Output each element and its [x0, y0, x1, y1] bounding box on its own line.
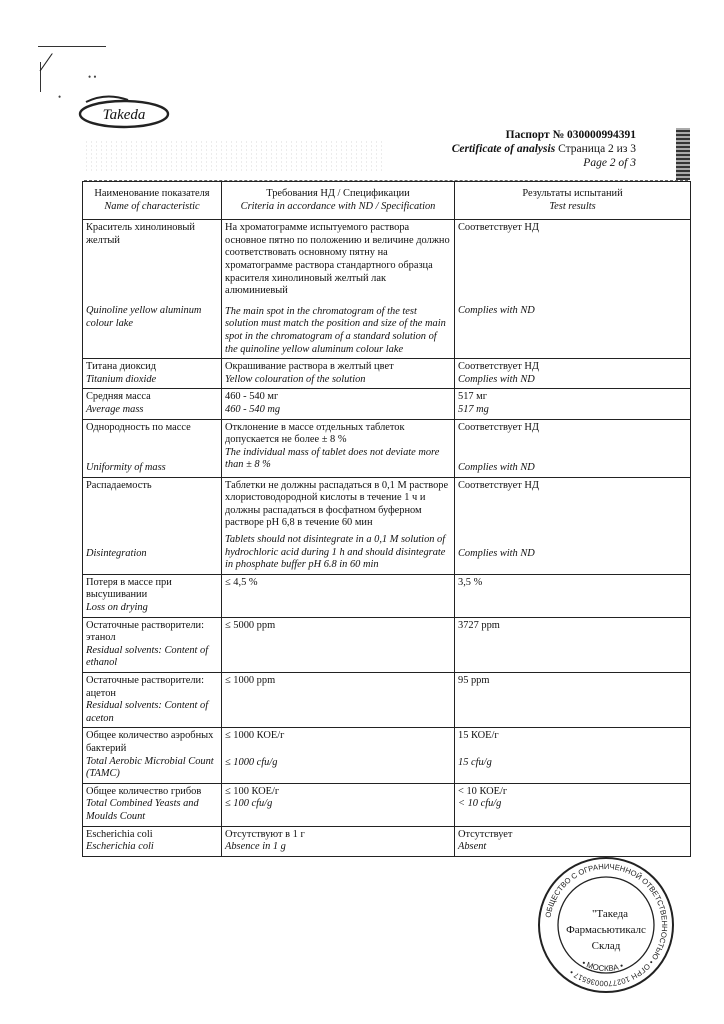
table-row [83, 673, 691, 728]
table-header-row [83, 182, 691, 220]
company-stamp [536, 855, 676, 995]
page-en: Page 2 of 3 [583, 157, 636, 169]
cell-result: Соответствует НД Complies with ND [455, 419, 691, 477]
cell-name: Общее количество аэробных бактерий Total Aerobic Microbial Count (TAMC) [83, 728, 222, 783]
document-header [400, 128, 636, 170]
cell-name: Остаточные растворители: ацетон Residual solvents: Content of aceton [83, 673, 222, 728]
cell-criteria: ≤ 5000 ppm [222, 617, 455, 672]
specification-table [82, 181, 691, 857]
cell-criteria: ≤ 1000 ppm [222, 673, 455, 728]
cell-result: 3,5 % [455, 574, 691, 617]
certificate-title: Certificate of analysis [451, 143, 556, 155]
cell-result: Соответствует НД Complies with ND [455, 359, 691, 389]
header-criteria: Требования НД / Спецификации Criteria in accordance with ND / Specification [222, 182, 455, 220]
cell-criteria: Окрашивание раствора в желтый цвет Yellow colouration of the solution [222, 359, 455, 389]
cell-criteria: 460 - 540 мг 460 - 540 mg [222, 389, 455, 419]
cell-name: Остаточные растворители: этанол Residual solvents: Content of ethanol [83, 617, 222, 672]
cell-criteria: Отсутствуют в 1 г Absence in 1 g [222, 826, 455, 856]
stamp-line-3: Склад [591, 940, 621, 952]
cell-result: 3727 ppm [455, 617, 691, 672]
table-row [83, 359, 691, 389]
cell-result: 517 мг 517 mg [455, 389, 691, 419]
handwritten-mark: ⁄ [44, 48, 49, 77]
cell-name: Общее количество грибов Total Combined Yeasts and Moulds Count [83, 783, 222, 826]
stamp-line-1: "Такеда [591, 908, 629, 920]
cell-criteria: ≤ 100 КОЕ/г ≤ 100 cfu/g [222, 783, 455, 826]
table-row [83, 389, 691, 419]
cell-result: 15 КОЕ/г 15 cfu/g [455, 728, 691, 783]
cell-name: Потеря в массе при высушивании Loss on drying [83, 574, 222, 617]
takeda-logo [76, 94, 172, 132]
table-row [83, 419, 691, 477]
logo-text: Takeda [102, 107, 146, 123]
table-row [83, 617, 691, 672]
passport-number: Паспорт № 030000994391 [505, 129, 636, 141]
stamp-ring-text: ОБЩЕСТВО С ОГРАНИЧЕННОЙ ОТВЕТСТВЕННОСТЬЮ • ОГРН 1027700036517 • [543, 861, 670, 989]
hand-tick [40, 62, 41, 92]
cell-criteria: Отклонение в массе отдельных таблеток допускается не более ± 8 % The individual mass of tablet does not deviate more than ± 8 % [222, 419, 455, 477]
cell-result: Соответствует НД Complies with ND [455, 220, 691, 359]
table-row [83, 220, 691, 359]
hand-line [38, 46, 106, 47]
cell-result: Соответствует НД Complies with ND [455, 477, 691, 574]
speck: • • [88, 72, 97, 82]
table-row [83, 783, 691, 826]
cell-result: 95 ppm [455, 673, 691, 728]
cell-criteria: ≤ 4,5 % [222, 574, 455, 617]
cell-name: Средняя масса Average mass [83, 389, 222, 419]
cell-name: Распадаемость Disintegration [83, 477, 222, 574]
cell-result: < 10 КОЕ/г < 10 cfu/g [455, 783, 691, 826]
svg-text:• МОСКВА • [580, 958, 624, 973]
table-row [83, 826, 691, 856]
table-row [83, 728, 691, 783]
stamp-line-2: Фармасьютикалс [566, 924, 646, 936]
cell-criteria: ≤ 1000 КОЕ/г ≤ 1000 cfu/g [222, 728, 455, 783]
header-results: Результаты испытаний Test results [455, 182, 691, 220]
cell-name: Однородность по массе Uniformity of mass [83, 419, 222, 477]
table-row [83, 574, 691, 617]
cell-criteria: На хроматограмме испытуемого раствора основное пятно по положению и величине должно соответствовать основному пятну на хроматограмме раствора стандартного образца красителя хинолиновый желтый лак алюминиевый The main spot in the chromatogram of the test solution must match the position and size of the main spot in the chromatogram of a standard solution of the quinoline yellow aluminum colour lake [222, 220, 455, 359]
scan-edge [676, 128, 690, 180]
scan-noise [84, 140, 384, 172]
header-name: Наименование показателя Name of characteristic [83, 182, 222, 220]
cell-criteria: Таблетки не должны распадаться в 0,1 М растворе хлористоводородной кислоты в течение 1 ч и должны распадаться в фосфатном буферном растворе pH 6,8 в течение 60 мин Tablets should not disintegrate in a 0,1 M solution of hydrochloric acid during 1 h and should disintegrate in phosphate buffer pH 6.8 in 60 min [222, 477, 455, 574]
cell-result: Отсутствует Absent [455, 826, 691, 856]
speck: • [58, 92, 62, 102]
cell-name: Титана диоксид Titanium dioxide [83, 359, 222, 389]
cell-name: Краситель хинолиновый желтый Quinoline yellow aluminum colour lake [83, 220, 222, 359]
page-ru: Страница 2 из 3 [558, 143, 636, 155]
certificate-line [400, 142, 636, 156]
table-row [83, 477, 691, 574]
stamp-bottom-text: • МОСКВА • [580, 958, 625, 974]
cell-name: Escherichia coli Escherichia coli [83, 826, 222, 856]
